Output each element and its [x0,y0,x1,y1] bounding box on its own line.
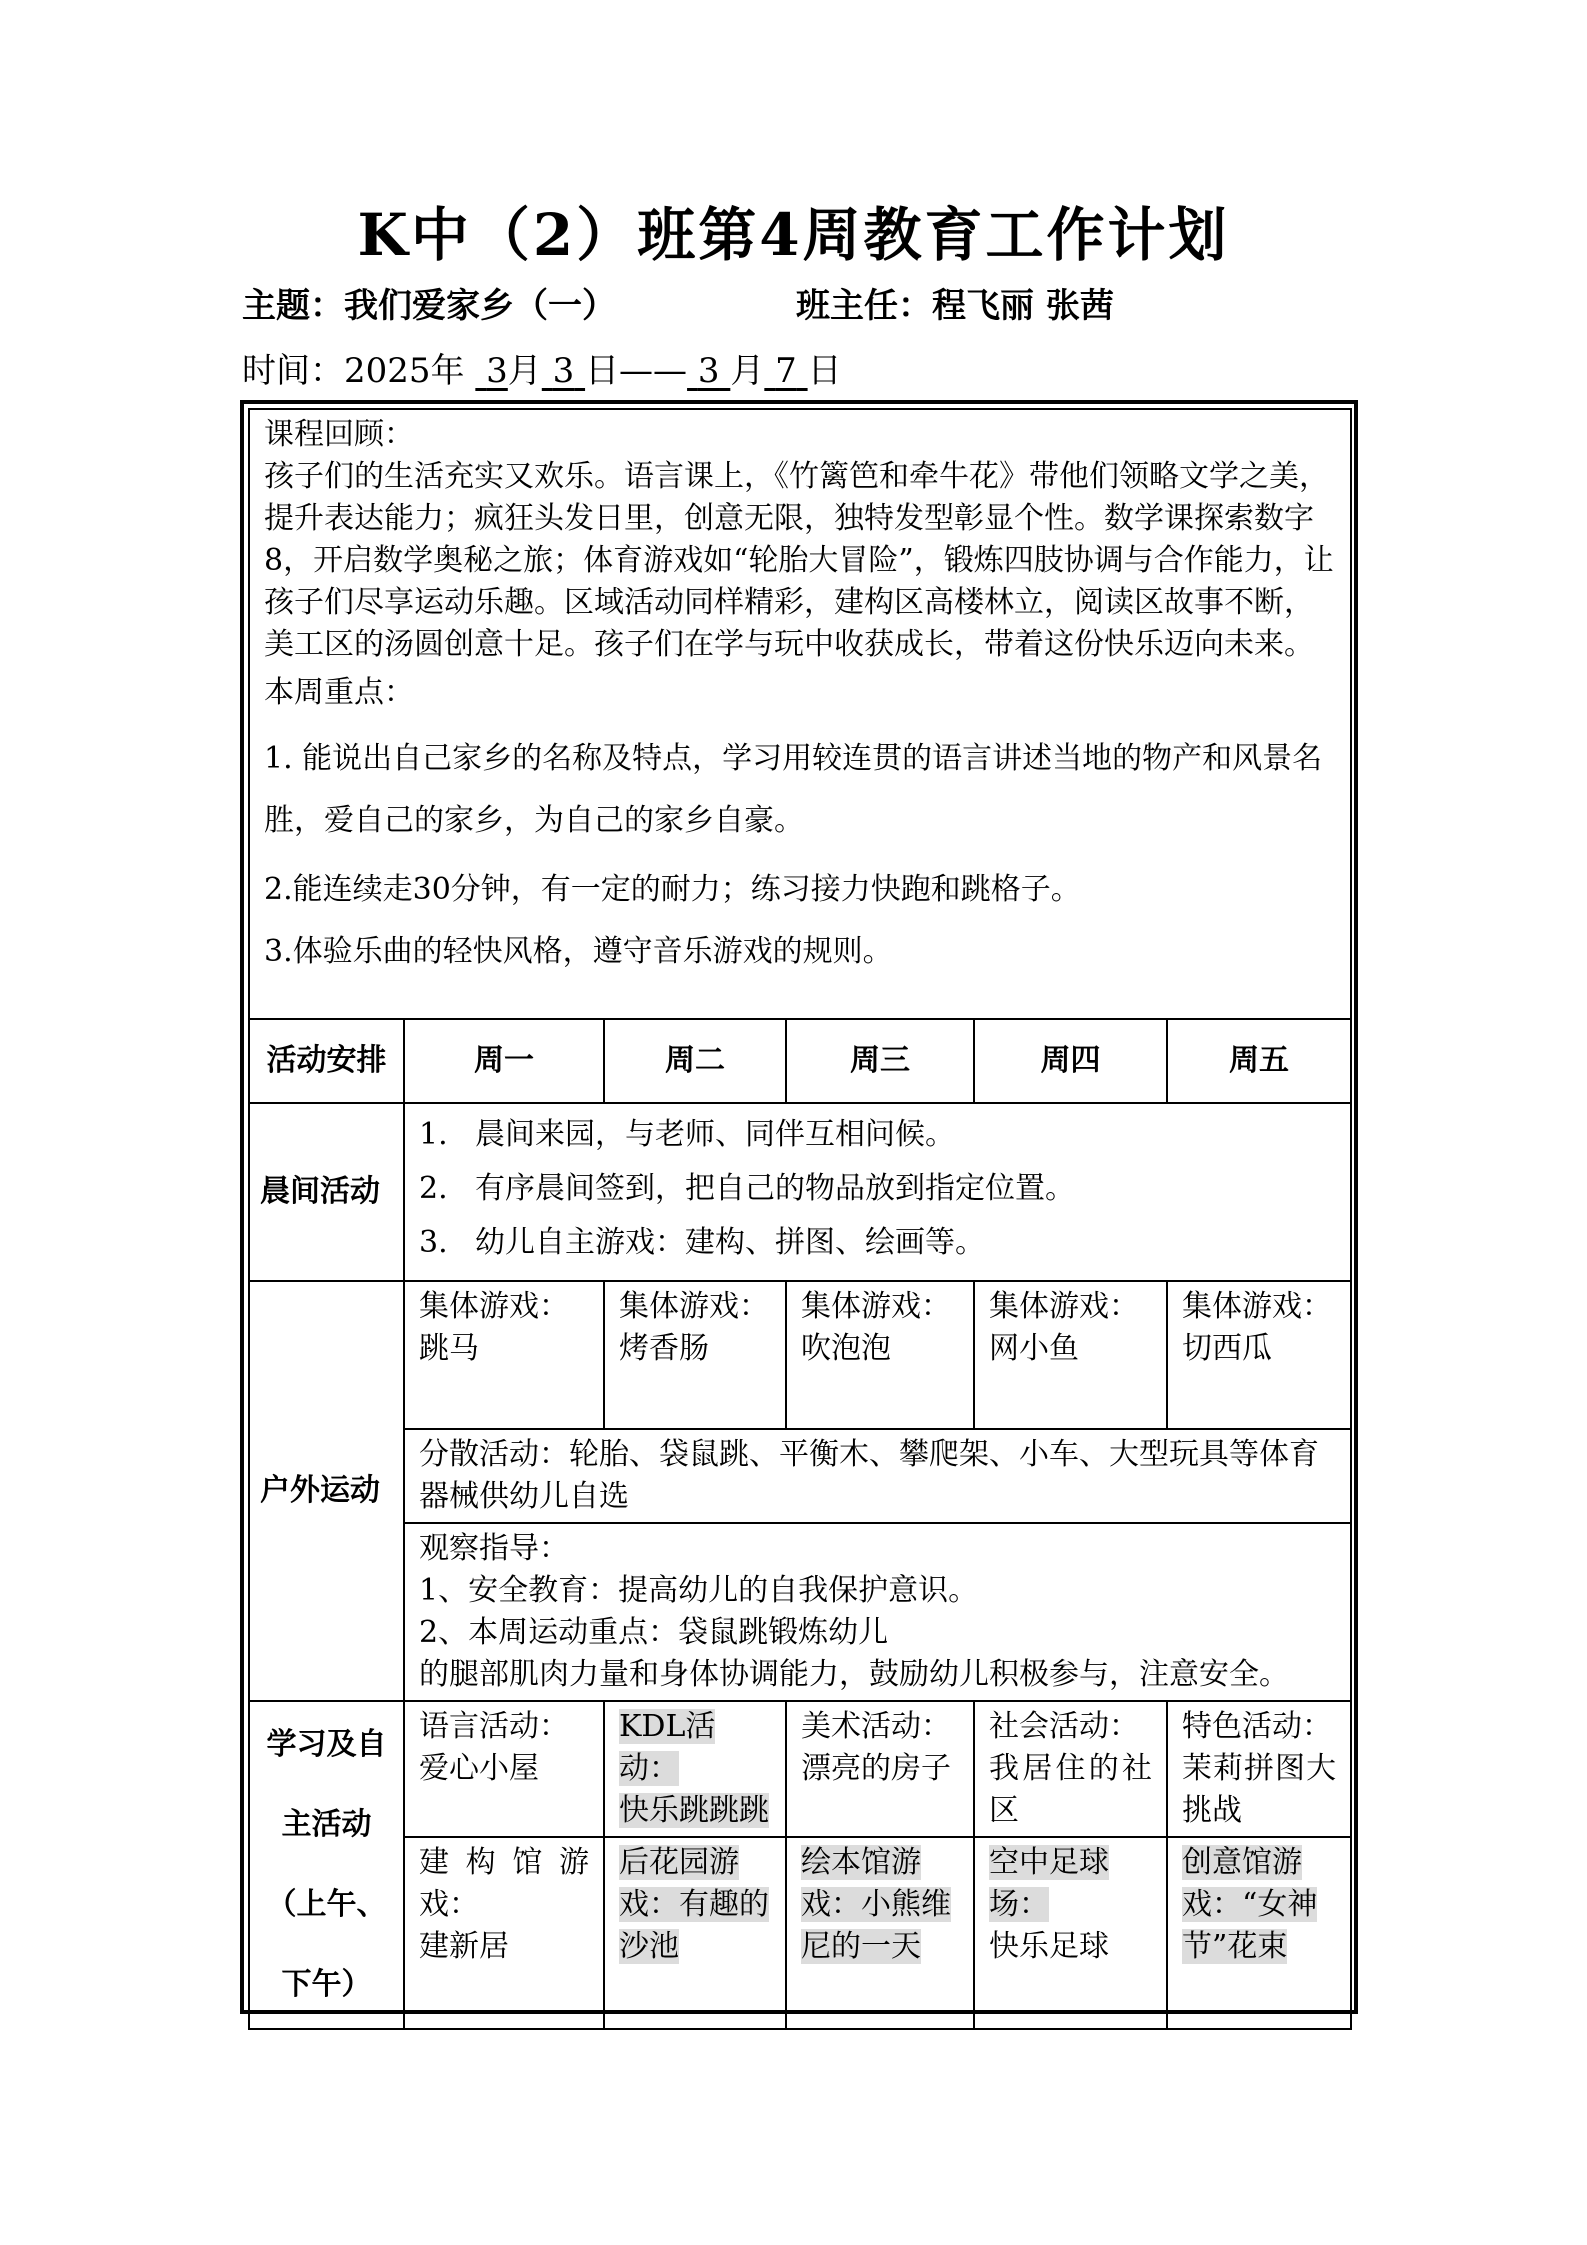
activity-cell: KDL活动： 快乐跳跳跳 [604,1701,786,1837]
end-day: 7 [775,351,797,391]
study-label: 学习及自 主活动 （上午、 下午） [249,1701,404,2029]
activity-cell: 美术活动： 漂亮的房子 [786,1701,974,1837]
activity-cell: 社会活动： 我居住的社区 [974,1701,1167,1837]
morning-row [249,1103,1351,1281]
focus-heading: 本周重点： [264,675,414,710]
header-cell: 周五 [1167,1019,1351,1103]
plan-table [248,408,1352,2030]
header-cell: 周四 [974,1019,1167,1103]
start-day: 3 [552,351,575,391]
game-cell: 集体游戏： 烤香肠 [604,1281,786,1429]
activity-cell: 创意馆游戏：“女神节”花束 [1167,1837,1351,2029]
outdoor-games-row [249,1281,1351,1429]
game-cell: 集体游戏： 网小鱼 [974,1281,1167,1429]
focus-point: 2.能连续走30分钟，有一定的耐力；练习接力快跑和跳格子。 [264,872,1081,907]
intro-cell [249,409,1351,1019]
activity-cell: 特色活动： 茉莉拼图大挑战 [1167,1701,1351,1837]
scattered-activity: 分散活动：轮胎、袋鼠跳、平衡木、攀爬架、小车、大型玩具等体育器械供幼儿自选 [404,1429,1351,1523]
list-item: 3. 幼儿自主游戏：建构、拼图、绘画等。 [419,1225,985,1260]
outdoor-label: 户外运动 [249,1281,404,1701]
date-month-label: 月 [507,351,542,391]
header-cell: 周三 [786,1019,974,1103]
activity-cell: 后花园游戏：有趣的沙池 [604,1837,786,2029]
morning-label: 晨间活动 [249,1103,404,1281]
date-dash: 日—— [585,351,688,391]
review-heading: 课程回顾： [264,417,414,452]
header-cell: 周一 [404,1019,604,1103]
header-cell: 周二 [604,1019,786,1103]
game-cell: 集体游戏： 切西瓜 [1167,1281,1351,1429]
activity-cell: 空中足球场： 快乐足球 [974,1837,1167,2029]
date-prefix: 时间：2025年 [242,351,476,391]
date-line [242,343,842,392]
game-cell: 集体游戏： 吹泡泡 [786,1281,974,1429]
end-month: 3 [697,351,720,391]
list-item: 2. 有序晨间签到，把自己的物品放到指定位置。 [419,1171,1075,1206]
morning-cell [404,1103,1351,1281]
game-cell: 集体游戏： 跳马 [404,1281,604,1429]
start-month: 3 [486,351,508,391]
list-item: 1. 晨间来园，与老师、同伴互相问候。 [419,1117,955,1152]
outdoor-scattered-row [249,1429,1351,1523]
review-text: 孩子们的生活充实又欢乐。语言课上，《竹篱笆和牵牛花》带他们领略文学之美，提升表达能力；疯狂头发日里，创意无限，独特发型彰显个性。数学课探索数字8，开启数学奥秘之旅；体育游戏如“轮胎大冒险”，锻炼四肢协调与合作能力，让孩子们尽享运动乐趣。区域活动同样精彩，建构区高楼林立，阅读区故事不断，美工区的汤圆创意十足。孩子们在学与玩中收获成长，带着这份快乐迈向未来。 [264,459,1334,662]
observation-guide: 观察指导： 1、安全教育：提高幼儿的自我保护意识。 2、本周运动重点：袋鼠跳锻炼幼儿 的腿部肌肉力量和身体协调能力，鼓励幼儿积极参与，注意安全。 [404,1523,1351,1701]
theme-text: 主题：我们爱家乡（一） [242,286,616,326]
theme-line [242,278,1114,327]
header-cell: 活动安排 [249,1019,404,1103]
focus-point: 1. 能说出自己家乡的名称及特点，学习用较连贯的语言讲述当地的物产和风景名胜，爱自己的家乡，为自己的家乡自豪。 [264,741,1323,838]
activity-cell: 语言活动： 爱心小屋 [404,1701,604,1837]
activity-cell: 建构馆游戏： 建新居 [404,1837,604,2029]
teacher-text: 班主任：程飞丽 张茜 [796,286,1114,326]
study-row-2 [249,1837,1351,2029]
activity-cell: 绘本馆游戏：小熊维尼的一天 [786,1837,974,2029]
focus-point: 3.体验乐曲的轻快风格，遵守音乐游戏的规则。 [264,934,893,969]
header-row [249,1019,1351,1103]
page-title: K中（2）班第4周教育工作计划 [357,201,1230,269]
outdoor-guide-row [249,1523,1351,1701]
study-row-1 [249,1701,1351,1837]
date-month-label-2: 月 [730,351,765,391]
date-day-label: 日 [807,351,842,391]
